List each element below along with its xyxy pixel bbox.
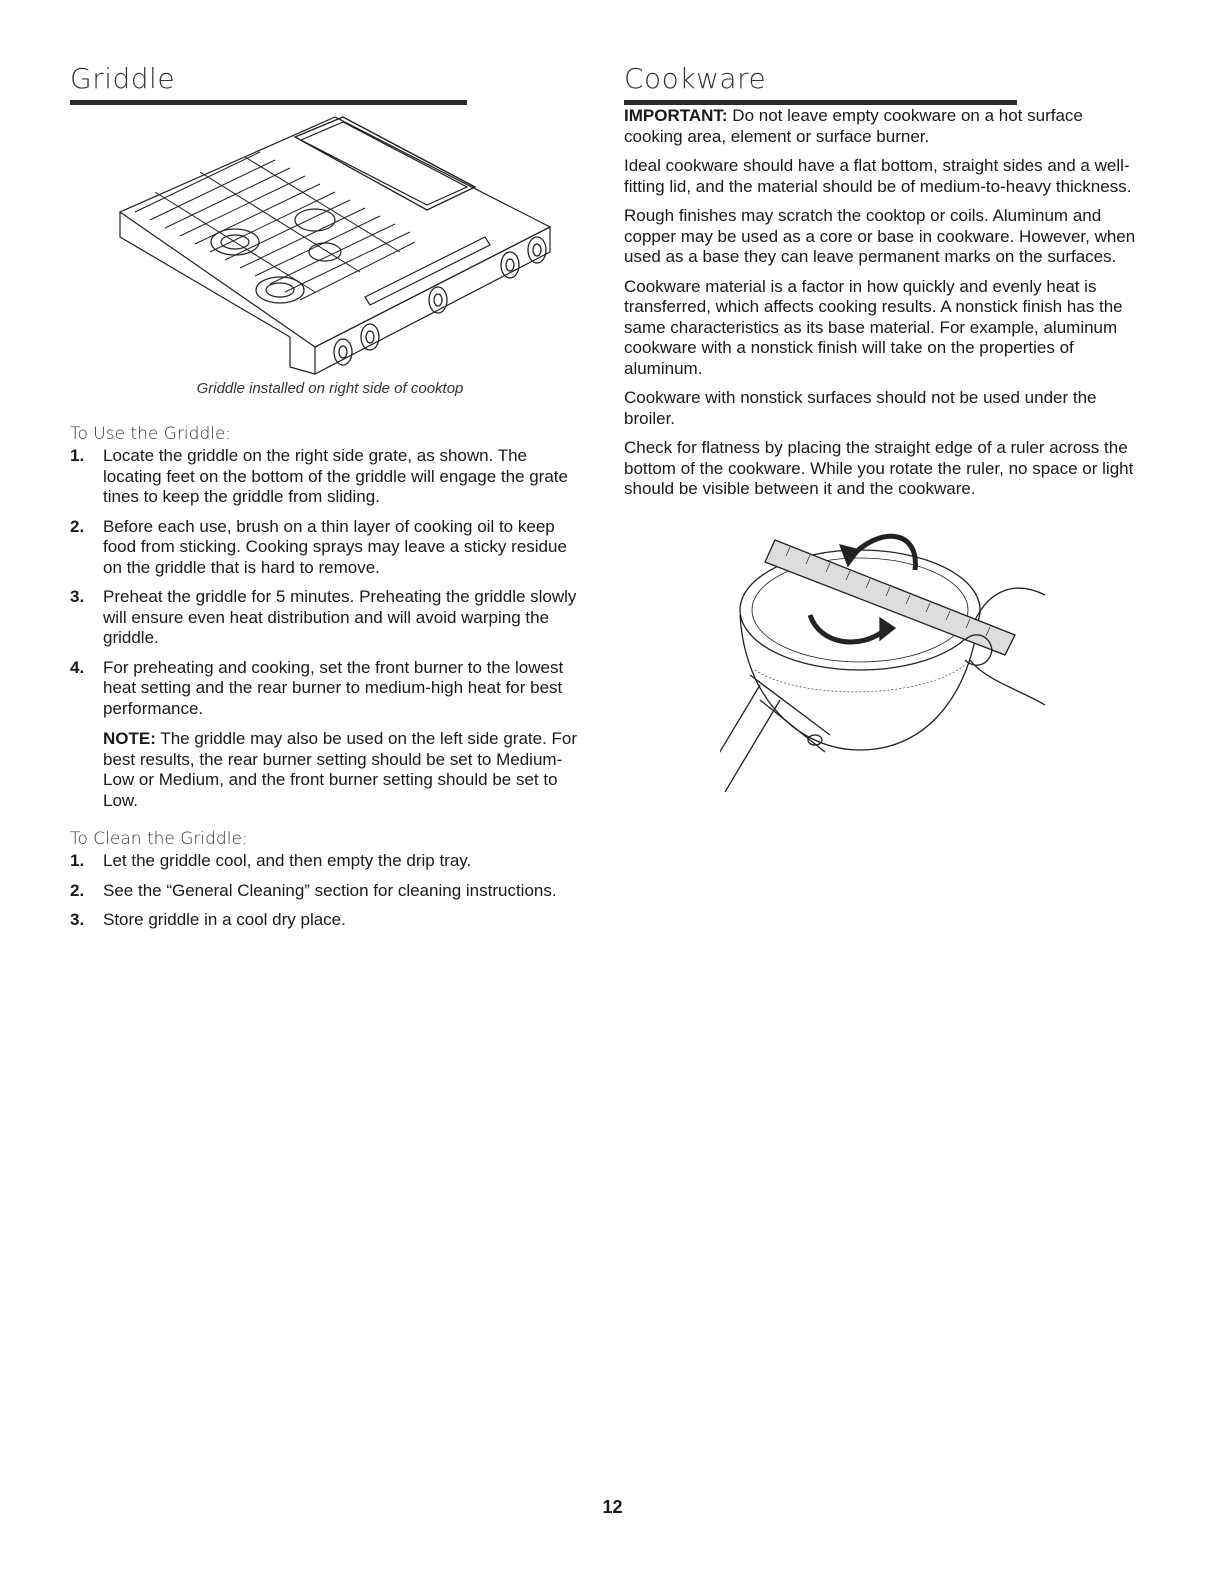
list-item: 1. Locate the griddle on the right side grate, as shown. The locating feet on the bottom of the griddle will engage the grate tines to keep the griddle from sliding. xyxy=(70,446,568,506)
griddle-body xyxy=(70,424,588,941)
cooktop-griddle-illustration xyxy=(115,112,555,377)
list-item: 4. For preheating and cooking, set the front burner to the lowest heat setting and the rear burner to medium-high heat for best performance. xyxy=(70,657,564,718)
griddle-heading: Griddle xyxy=(70,62,176,95)
list-item: 3. Preheat the griddle for 5 minutes. Preheating the griddle slowly will ensure even heat distribution and will avoid warping the griddle. xyxy=(70,587,577,647)
clean-griddle-subheading: To Clean the Griddle: xyxy=(70,829,248,849)
griddle-note xyxy=(70,729,588,811)
list-item: 2. See the “General Cleaning” section for cleaning instructions. xyxy=(70,880,557,900)
cookware-paragraph: Cookware with nonstick surfaces should not be used under the broiler. xyxy=(624,388,1097,428)
page-number: 12 xyxy=(602,1497,623,1517)
use-griddle-steps xyxy=(70,446,588,719)
cookware-paragraph: Check for flatness by placing the straight edge of a ruler across the bottom of the cookware. While you rotate the ruler, no space or light should be visible between it and the cookware. xyxy=(624,438,1134,498)
cookware-heading-rule xyxy=(624,100,1017,105)
pan-ruler-illustration xyxy=(720,530,1050,800)
cookware-paragraph: Ideal cookware should have a flat bottom, straight sides and a well-fitting lid, and the material should be of medium-to-heavy thickness. xyxy=(624,156,1132,196)
list-item: 3. Store griddle in a cool dry place. xyxy=(70,910,346,929)
clean-griddle-steps xyxy=(70,851,588,931)
griddle-caption-block xyxy=(70,380,590,397)
important-text: Do not leave empty cookware on a hot surface cooking area, element or surface burner. xyxy=(624,106,1083,146)
cookware-paragraph: Rough finishes may scratch the cooktop or coils. Aluminum and copper may be used as a core or base in cookware. However, when used as a base they can leave permanent marks on the surfaces. xyxy=(624,206,1136,266)
important-paragraph xyxy=(624,106,1144,147)
note-text: The griddle may also be used on the left side grate. For best results, the rear burner setting should be set to Medium-Low or Medium, and the front burner setting should be set to Low. xyxy=(103,729,578,810)
use-griddle-subheading: To Use the Griddle: xyxy=(70,424,232,444)
cookware-paragraph: Cookware material is a factor in how quickly and evenly heat is transferred, which affects cooking results. A nonstick finish has the same characteristics as its base material. For example, aluminum cookware with a nonstick finish will take on the properties of aluminum. xyxy=(624,276,1123,378)
cookware-body xyxy=(624,106,1144,509)
list-item: 1. Let the griddle cool, and then empty the drip tray. xyxy=(70,851,472,870)
cookware-heading: Cookware xyxy=(624,62,767,95)
illustration-caption: Griddle installed on right side of cooktop xyxy=(196,380,464,397)
note-label: NOTE: xyxy=(103,729,156,748)
important-label: IMPORTANT: xyxy=(624,106,728,125)
griddle-heading-rule xyxy=(70,100,467,105)
list-item: 2. Before each use, brush on a thin layer of cooking oil to keep food from sticking. Cooking sprays may leave a sticky residue on the griddle that is hard to remove. xyxy=(70,516,567,577)
